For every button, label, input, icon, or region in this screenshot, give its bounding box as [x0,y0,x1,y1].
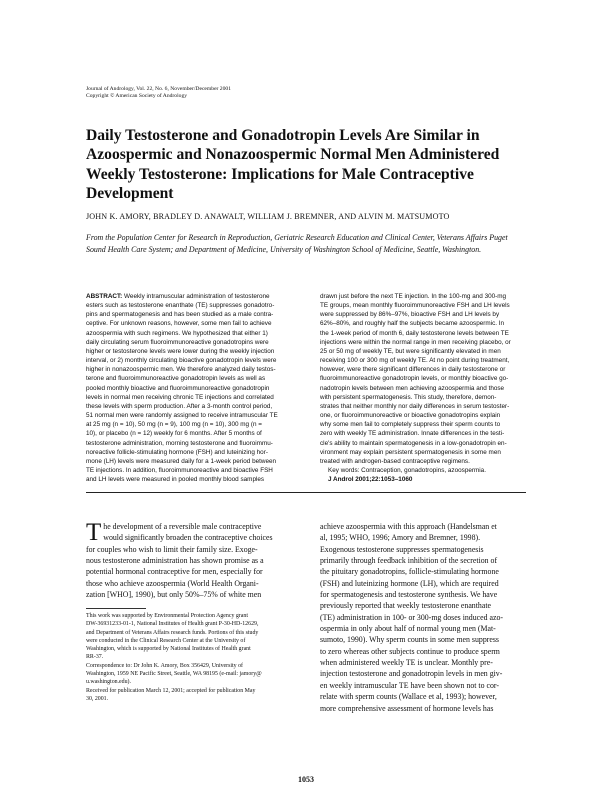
abstract-line: pins and spermatogenesis and has been studied as a male contra- [86,311,274,319]
body-line: Exogenous testosterone suppresses spermatogenesis [320,544,484,554]
body-line: injection testosterone and gonadotropin levels in men giv- [320,669,503,679]
abstract-line: fluoroimmunoreactive gonadotropin levels, or monthly bioactive go- [320,375,509,383]
footnote-line: DW-36931233-01-1, National Institutes of Health grant P-30-HD-12629, [86,621,259,628]
body-line: primarily through feedback inhibition of the secretion of [320,556,498,566]
journal-citation: J Androl 2001;22:1053–1060 [328,476,413,484]
copyright-line: Copyright © American Society of Andrology [86,93,188,100]
abstract-line: TE groups, mean monthly fluoroimmunoreactive FSH and LH levels [320,302,510,310]
section-divider [86,492,526,493]
abstract-line: injections were within the normal range in men receiving placebo, or [320,338,511,346]
abstract-line: vironment may explain persistent spermatogenesis in some men [320,448,501,456]
footnote-line: This work was supported by Environmental Protection Agency grant [86,613,248,619]
body-line: sumoto, 1990). Why sperm counts in some men suppress [320,635,499,645]
abstract-line: 62%–80%, and roughly half the subjects became azoospermic. In [320,320,505,328]
abstract-line: at 25 mg (n = 10), 50 mg (n = 9), 100 mg (n = 10), 300 mg (n = [86,421,262,429]
abstract-left-column [86,292,308,484]
journal-citation-line: Journal of Andrology, Vol. 22, No. 6, November/December 2001 [86,86,231,92]
body-line: more comprehensive assessment of hormone levels has [320,703,494,713]
abstract-line [86,292,308,301]
body-line: en weekly intramuscular TE have been shown not to cor- [320,680,499,690]
abstract-line: zero with weekly TE administration. Innate differences in the testi- [320,430,505,438]
abstract-line: pooled monthly bioactive and fluoroimmunoreactive gonadotropin [86,384,270,392]
body-line: he development of a reversible male contraceptive [103,522,262,531]
abstract-line: receiving 100 or 300 mg of weekly TE. At no point during treatment, [320,357,510,365]
body-line: would significantly broaden the contraceptive choices [103,533,273,543]
abstract-line: drawn just before the next TE injection. In the 100-mg and 300-mg [320,293,507,300]
body-line: the pituitary gonadotropins, follicle-stimulating hormone [320,567,499,577]
body-line: potential hormonal contraceptive for men, especially for [86,567,263,577]
abstract-line: cle's ability to maintain spermatogenesis in a low-gonadotropin en- [320,439,507,447]
abstract-line: 51 normal men were randomly assigned to receive intramuscular TE [86,412,278,420]
footnote-line: Washington, 1959 NE Pacific Street, Seattle, WA 98195 (e-mail: jamory@ [86,671,262,678]
footnote-line: RR-37. [86,654,104,661]
abstract-line: esters such as testosterone enanthate (TE) suppresses gonadotro- [86,302,275,310]
journal-header [86,86,386,101]
footnote-line: Correspondence to: Dr John K. Amory, Box 356429, University of [86,662,244,669]
page-number: 1053 [298,775,314,784]
author-list: JOHN K. AMORY, BRADLEY D. ANAWALT, WILLIAM J. BREMNER, AND ALVIN M. MATSUMOTO [86,212,450,221]
body-line: when administered weekly TE is unclear. Monthly pre- [320,658,493,668]
body-line: previously reported that weekly testosterone enanthate [320,601,491,611]
abstract-line: levels in normal men receiving chronic TE injections and correlated [86,393,274,401]
abstract-line: 10), or placebo (n = 12) weekly for 6 months. After 5 months of [86,430,262,438]
footnotes [86,612,308,703]
abstract-label: ABSTRACT: [86,293,123,300]
abstract-line: and LH levels were measured in pooled monthly blood samples [86,476,265,484]
abstract-line: testosterone administration, morning testosterone and fluoroimmu- [86,439,273,447]
body-line: al, 1995; WHO, 1996; Amory and Bremner, 1998). [320,533,481,543]
abstract-line: were suppressed by 86%–97%, bioactive FSH and LH levels by [320,311,500,319]
abstract-right-column [320,292,526,484]
footnote-line: 30, 2001. [86,695,109,702]
abstract-line: daily circulating serum fluoroimmunoreactive gonadotropins were [86,338,269,346]
footnote-line: and Department of Veterans Affairs research funds. Portions of this study [86,629,259,636]
footnote-rule [86,608,146,609]
body-line: those who achieve azoospermia (World Health Organi- [86,578,259,588]
affiliation: From the Population Center for Research in Reproduction, Geriatric Research Education and Clinical Center, Veterans Affairs Puget Sound Health Care System; and Department of Medicine, University of Washington School of Medicine, Seattle, Washington. [86,233,508,254]
body-line: zation [WHO], 1990), but only 50%–75% of white men [86,590,262,600]
abstract-line: strates that neither monthly nor daily differences in serum testoster- [320,402,510,410]
abstract-line: however, were there significant differences in daily testosterone or [320,366,506,374]
abstract-line: higher or testosterone levels were lower during the weekly injection [86,347,275,355]
body-line: relate with sperm counts (Wallace et al, 1993); however, [320,692,497,702]
drop-cap: T [86,519,102,546]
abstract-line: the 1-week period of month 6, daily testosterone levels between TE [320,329,509,337]
abstract-line: ceptive. For unknown reasons, however, some men fail to achieve [86,320,272,328]
footnote-line: Washington, which is supported by National Institutes of Health grant [86,646,251,653]
abstract-line: 25 or 50 mg of weekly TE, but were significantly elevated in men [320,347,501,355]
abstract-line-text: Weekly intramuscular administration of testosterone [122,293,270,300]
body-line: for couples who wish to limit their family size. Exoge- [86,544,258,554]
abstract-line: noreactive follicle-stimulating hormone (FSH) and luteinizing hor- [86,448,268,456]
abstract-line: azoospermia with such regimens. We hypothesized that either 1) [86,329,268,337]
body-line: to zero whereas other subjects continue to produce sperm [320,646,500,656]
body-right-column [320,521,526,714]
abstract-line: higher in nonazoospermic men. We therefore analyzed daily testos- [86,366,276,374]
body-line: (TE) administration in 100- or 300-mg doses induced azo- [320,612,503,622]
body-line: ospermia in only about half of normal young men (Mat- [320,624,496,634]
abstract-line: interval, or 2) monthly circulating bioactive gonadotropin levels were [86,357,277,365]
body-left-column [86,521,308,600]
abstract-line: one, or fluoroimmunoreactive or bioactive gonadotropins explain [320,412,501,420]
abstract-line: these levels with sperm production. After a 3-month control period, [86,402,273,410]
abstract-line: with persistent spermatogenesis. This study, therefore, demon- [320,393,497,401]
abstract-line: terone and fluoroimmunoreactive gonadotropin levels as well as [86,375,266,383]
body-line: nous testosterone administration has shown promise as a [86,556,264,566]
abstract-line: treated with androgen-based contraceptive regimens. [320,457,470,465]
body-line: (FSH) and luteinizing hormone (LH), which are required [320,578,499,588]
footnote-line: u.washington.edu). [86,679,131,686]
abstract-line: TE injections. In addition, fluoroimmunoreactive and bioactive FSH [86,466,273,474]
body-line: for spermatogenesis and testosterone synthesis. We have [320,590,498,600]
abstract-line: mone (LH) levels were measured daily for a 1-week period between [86,457,277,465]
keywords: Key words: Contraception, gonadotropins, azoospermia. [328,466,486,474]
footnote-line: were conducted in the Clinical Research Center at the University of [86,637,246,644]
body-line: achieve azoospermia with this approach (Handelsman et [320,522,497,531]
abstract-line: nadotropin levels between men achieving azoospermia and those [320,384,505,392]
article-title: Daily Testosterone and Gonadotropin Levels Are Similar in Azoospermic and Nonazoospermic Normal Men Administered Weekly Testosterone: Implications for Male Contraceptive Development [86,127,500,202]
footnote-line: Received for publication March 12, 2001; accepted for publication May [86,687,256,694]
abstract-line: why some men fail to completely suppress their sperm counts to [320,421,501,429]
